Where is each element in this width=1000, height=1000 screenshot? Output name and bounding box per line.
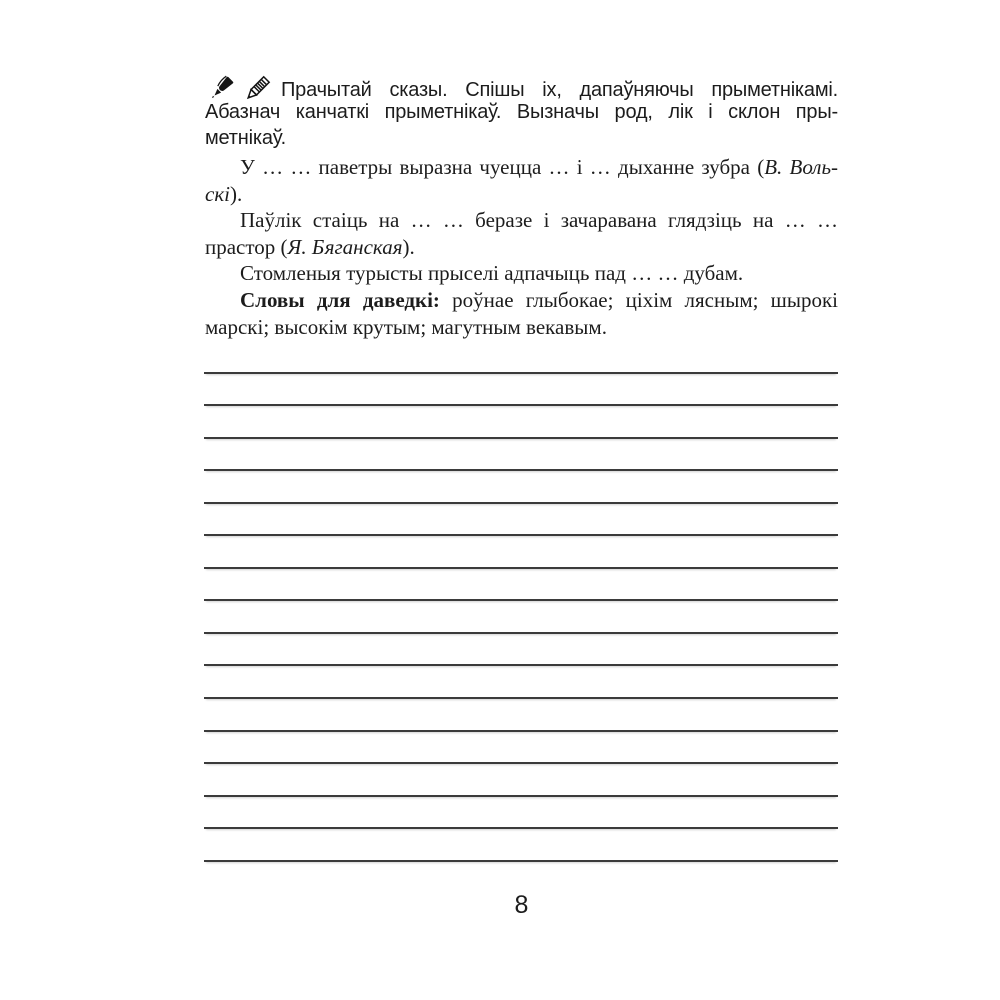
word-bank-line bbox=[205, 287, 838, 314]
sentence-text: ). bbox=[402, 234, 415, 259]
writing-line bbox=[204, 374, 838, 407]
writing-line bbox=[204, 471, 838, 504]
writing-line bbox=[204, 666, 838, 699]
sentence-text: У … … паветры выразна чуецца … і … дыханне зубра ( bbox=[240, 155, 765, 179]
sentence-text: прастор ( bbox=[205, 234, 288, 259]
page-number: 8 bbox=[514, 891, 529, 919]
sentence-line: Паўлік стаіць на … … беразе і зачаравана глядзіць на … … bbox=[240, 208, 838, 233]
exercise-instruction bbox=[205, 72, 838, 152]
writing-area bbox=[204, 341, 838, 862]
writing-line bbox=[204, 601, 838, 634]
sentence-line bbox=[205, 234, 838, 261]
writing-line bbox=[204, 634, 838, 667]
writing-line bbox=[204, 699, 838, 732]
instruction-line: метнікаў. bbox=[205, 127, 286, 150]
instruction-line: Абазнач канчаткі прыметнікаў. Вызначы род, лік і склон пры- bbox=[205, 100, 838, 123]
sentence-text: ). bbox=[229, 181, 243, 206]
writing-line bbox=[204, 536, 838, 569]
writing-line bbox=[204, 732, 838, 765]
writing-line bbox=[204, 341, 838, 374]
word-bank-text: роўнае глыбокае; ціхім лясным; шырокі bbox=[452, 287, 838, 312]
sentence-line bbox=[205, 154, 838, 181]
author-name: Я. Бяганская bbox=[287, 234, 403, 259]
writing-line bbox=[204, 504, 838, 537]
exercise-marker-icons bbox=[205, 79, 274, 101]
author-name: скі bbox=[205, 181, 230, 206]
exercise-sentences bbox=[205, 154, 838, 340]
writing-line bbox=[204, 439, 838, 472]
instruction-line bbox=[205, 72, 838, 99]
writing-line bbox=[204, 406, 838, 439]
sentence-line: Стомленыя турысты прыселі адпачыць пад … … дубам. bbox=[240, 261, 744, 286]
writing-line bbox=[204, 764, 838, 797]
author-name: В. Воль- bbox=[764, 155, 838, 179]
writing-line bbox=[204, 569, 838, 602]
word-bank-line: марскі; высокім крутым; магутным векавым. bbox=[205, 314, 607, 339]
instruction-text: Прачытай сказы. Спішы іх, дапаўняючы прыметнікамі. bbox=[281, 79, 838, 101]
sentence-line bbox=[205, 181, 838, 208]
writing-line bbox=[204, 797, 838, 830]
writing-line bbox=[204, 829, 838, 862]
word-bank-label: Словы для даведкі: bbox=[240, 287, 440, 312]
